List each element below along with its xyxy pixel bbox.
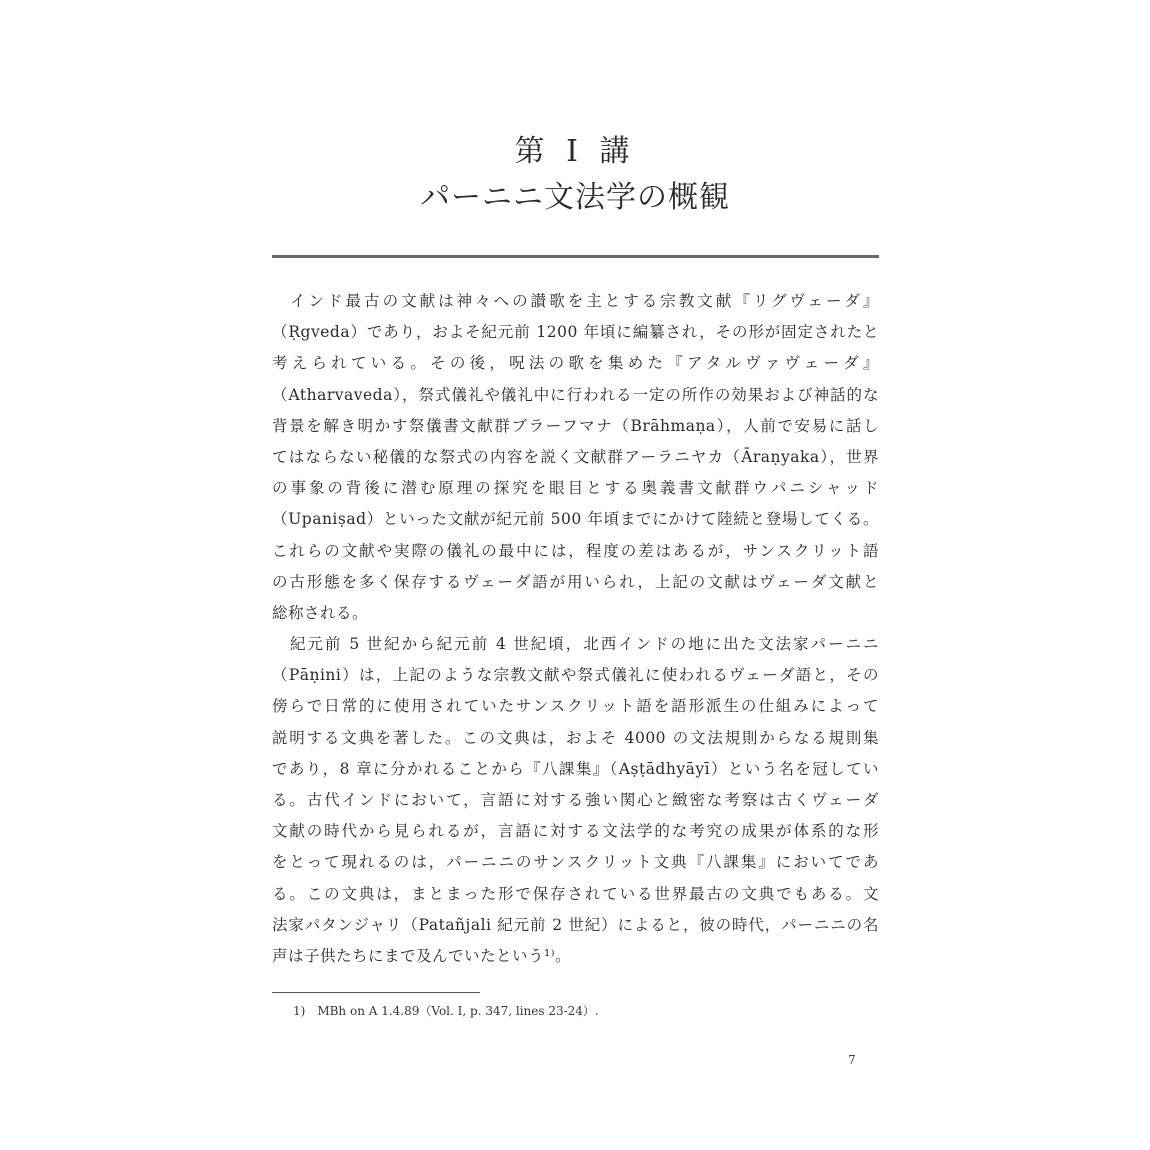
body-text (272, 286, 879, 972)
paragraph-line: てはならない秘儀的な祭式の内容を説く文献群アーラニヤカ（Āraṇyaka），世界 (272, 447, 879, 466)
paragraph-line: 法家パタンジャリ（Patañjali 紀元前 2 世紀）によると，彼の時代，パーニニの名 (272, 915, 879, 934)
paragraph-line: 背景を解き明かす祭儀書文献群ブラーフマナ（Brāhmaṇa），人前で安易に話し (272, 416, 879, 435)
footnote-divider (272, 992, 480, 993)
footnote: 1) MBh on A 1.4.89（Vol. I, p. 347, lines 23-24）. (293, 1004, 599, 1018)
paragraph-line: インド最古の文献は神々への讃歌を主とする宗教文献『リグヴェーダ』 (290, 292, 879, 310)
paragraph-line: の古形態を多く保存するヴェーダ語が用いられ，上記の文献はヴェーダ文献と (272, 572, 879, 591)
title-divider (272, 255, 879, 258)
paragraph-line: をとって現れるのは，パーニニのサンスクリット文典『八課集』においてであ (272, 853, 879, 872)
chapter-title: パーニニ文法学の概観 (420, 180, 730, 215)
paragraph-line: の事象の背後に潜む原理の探究を眼目とする奥義書文献群ウパニシャッド (272, 479, 879, 498)
paragraph-line: （Atharvaveda），祭式儀礼や儀礼中に行われる一定の所作の効果および神話的な (272, 385, 879, 404)
paragraph-line: る。古代インドにおいて，言語に対する強い関心と緻密な考察は古くヴェーダ (272, 791, 879, 809)
paragraph-line: 傍らで日常的に使用されていたサンスクリット語を語形派生の仕組みによって (272, 697, 879, 716)
paragraph-line: （Pāṇini）は，上記のような宗教文献や祭式儀礼に使われるヴェーダ語と，その (272, 666, 879, 685)
paragraph-line: 考えられている。その後，呪法の歌を集めた『アタルヴァヴェーダ』 (272, 354, 879, 373)
paragraph-line: る。この文典は，まとまった形で保存されている世界最古の文典でもある。文 (272, 884, 879, 903)
paragraph-line: これらの文献や実際の儀礼の最中には，程度の差はあるが，サンスクリット語 (272, 541, 879, 560)
paragraph-line: 文献の時代から見られるが，言語に対する文法学的な考究の成果が体系的な形 (272, 822, 879, 841)
paragraph-line: （Upaniṣad）といった文献が紀元前 500 年頃までにかけて陸続と登場してくる。 (272, 510, 879, 529)
paragraph-line: 総称される。 (272, 603, 369, 622)
paragraph-line: 声は子供たちにまで及んでいたという¹⁾。 (272, 946, 572, 965)
paragraph-line: 紀元前 5 世紀から紀元前 4 世紀頃，北西インドの地に出た文法家パーニニ (290, 635, 879, 654)
paragraph-line: であり，8 章に分かれることから『八課集』（Aṣṭādhyāyī）という名を冠してい (272, 759, 879, 778)
paragraph-line: （Ṛgveda）であり，およそ紀元前 1200 年頃に編纂され，その形が固定されたと (272, 323, 879, 342)
page-number: 7 (848, 1053, 856, 1067)
chapter-number: 第 Ⅰ 講 (514, 134, 636, 169)
paragraph-line: 説明する文典を著した。この文典は，およそ 4000 の文法規則からなる規則集 (272, 728, 879, 747)
